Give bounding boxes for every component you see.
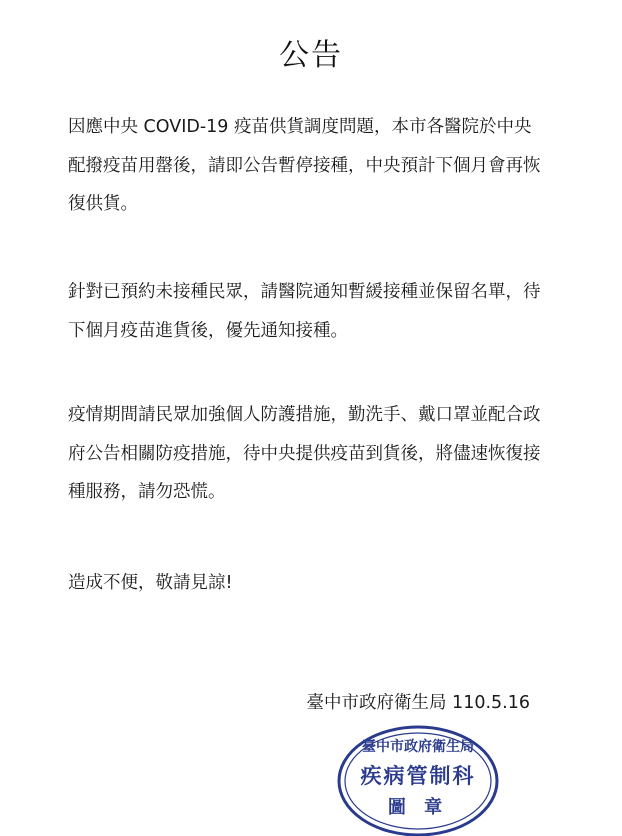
seal-graphic: [336, 717, 501, 836]
notice-paragraph-3: 疫情期間請民眾加強個人防護措施，勤洗手、戴口罩並配合政府公告相關防疫措施，待中央提供疫苗到貨後，將儘速恢復接種服務，請勿恐慌。: [68, 405, 541, 502]
notice-title: 公告: [279, 38, 343, 73]
seal-line-1: 臺中市政府衛生局: [362, 739, 474, 755]
official-seal-stamp: [336, 717, 501, 836]
seal-line-2: 疾病管制科: [360, 763, 476, 788]
notice-paragraph-2: 針對已預約未接種民眾，請醫院通知暫緩接種並保留名單，待下個月疫苗進貨後，優先通知接種。: [68, 282, 541, 341]
notice-paragraph-4: 造成不便，敬請見諒!: [68, 573, 233, 593]
seal-line-3: 圖 章: [387, 797, 449, 818]
signature-line: 臺中市政府衛生局 110.5.16: [306, 693, 530, 713]
notice-paragraph-1: 因應中央 COVID-19 疫苗供貨調度問題，本市各醫院於中央配撥疫苗用罄後，請即公告暫停接種，中央預計下個月會再恢復供貨。: [68, 117, 541, 214]
